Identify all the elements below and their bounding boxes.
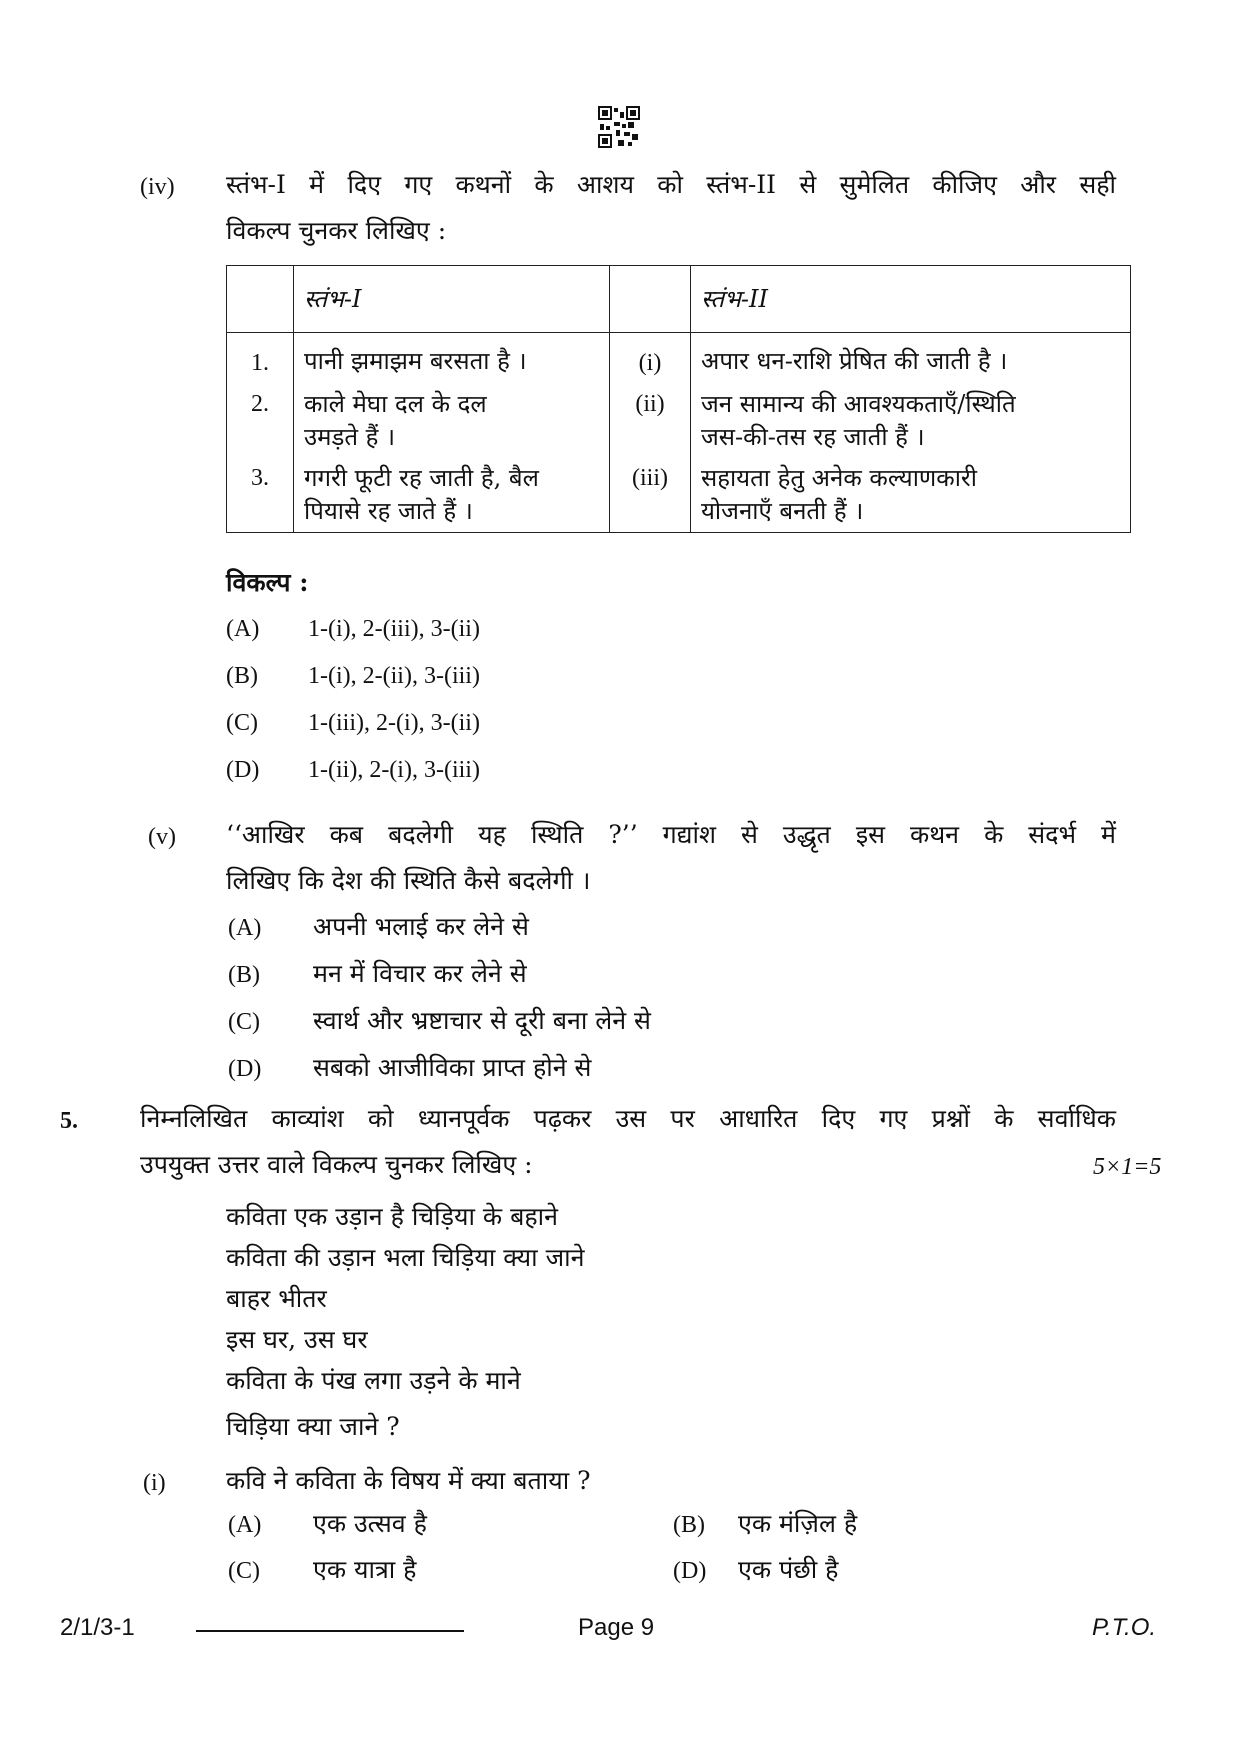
option-key: (C) <box>226 710 258 736</box>
options-label: विकल्प : <box>226 568 309 597</box>
column-2-cell: सहायता हेतु अनेक कल्याणकारी योजनाएँ बनती हैं । <box>691 458 1131 533</box>
option-key: (D) <box>228 1056 262 1082</box>
question-text-line: ‘‘आखिर कब बदलेगी यह स्थिति ?’’ गद्यांश से उद्धृत इस कथन के संदर्भ में <box>226 820 1116 849</box>
row-roman-number: (iii) <box>610 458 691 533</box>
column-2-cell: अपार धन-राशि प्रेषित की जाती है । <box>691 333 1131 385</box>
option-key: (B) <box>228 962 260 988</box>
option-text: मन में विचार कर लेने से <box>313 959 527 988</box>
option-key: (C) <box>228 1558 260 1584</box>
paper-code: 2/1/3-1 <box>60 1614 135 1641</box>
option-key: (D) <box>226 757 260 783</box>
option-text: एक पंछी है <box>738 1555 839 1584</box>
column-header-2: स्तंभ-II <box>691 266 1131 333</box>
option-text: 1-(iii), 2-(i), 3-(ii) <box>308 710 480 736</box>
poem-line: कविता एक उड़ान है चिड़िया के बहाने <box>226 1202 558 1231</box>
poem-line: बाहर भीतर <box>226 1284 327 1313</box>
column-1-cell: काले मेघा दल के दल उमड़ते हैं । <box>294 384 610 458</box>
option-key: (A) <box>228 1512 262 1538</box>
option-key: (D) <box>673 1558 707 1584</box>
question-text-line: निम्नलिखित काव्यांश को ध्यानपूर्वक पढ़कर उस पर आधारित दिए गए प्रश्नों के सर्वाधिक <box>140 1104 1116 1133</box>
option-key: (B) <box>226 663 258 689</box>
column-1-cell: पानी झमाझम बरसता है । <box>294 333 610 385</box>
question-text-line: विकल्प चुनकर लिखिए : <box>226 216 447 245</box>
column-2-cell: जन सामान्य की आवश्यकताएँ/स्थिति जस-की-तस रह जाती हैं । <box>691 384 1131 458</box>
option-text: 1-(i), 2-(iii), 3-(ii) <box>308 616 480 642</box>
column-1-cell: गगरी फूटी रह जाती है, बैल पियासे रह जाते हैं । <box>294 458 610 533</box>
option-text: स्वार्थ और भ्रष्टाचार से दूरी बना लेने से <box>313 1006 651 1035</box>
column-header-1: स्तंभ-I <box>294 266 610 333</box>
marks-label: 5×1=5 <box>1093 1154 1162 1180</box>
poem-line: चिड़िया क्या जाने ? <box>226 1412 400 1441</box>
option-key: (A) <box>228 915 262 941</box>
question-number: (v) <box>148 824 176 850</box>
option-text: एक यात्रा है <box>313 1555 417 1584</box>
option-text: एक मंज़िल है <box>738 1509 858 1538</box>
question-number: (iv) <box>140 174 175 200</box>
row-number: 1. <box>227 333 294 385</box>
pto-label: P.T.O. <box>1092 1614 1157 1641</box>
poem-line: कविता की उड़ान भला चिड़िया क्या जाने <box>226 1243 585 1272</box>
option-text: सबको आजीविका प्राप्त होने से <box>313 1053 592 1082</box>
option-key: (B) <box>673 1512 705 1538</box>
table-header-cell <box>610 266 691 333</box>
row-roman-number: (i) <box>610 333 691 385</box>
option-text: 1-(ii), 2-(i), 3-(iii) <box>308 757 480 783</box>
qr-code-icon <box>598 106 640 148</box>
poem-line: इस घर, उस घर <box>226 1325 368 1354</box>
row-roman-number: (ii) <box>610 384 691 458</box>
option-text: 1-(i), 2-(ii), 3-(iii) <box>308 663 480 689</box>
option-text: एक उत्सव है <box>313 1509 427 1538</box>
page-number: Page 9 <box>578 1614 655 1641</box>
table-header-cell <box>227 266 294 333</box>
row-number: 3. <box>227 458 294 533</box>
question-text-line: लिखिए कि देश की स्थिति कैसे बदलेगी । <box>226 866 591 895</box>
option-key: (A) <box>226 616 260 642</box>
option-text: अपनी भलाई कर लेने से <box>313 912 529 941</box>
matching-table <box>226 265 1131 533</box>
option-key: (C) <box>228 1009 260 1035</box>
footer-divider <box>196 1630 464 1632</box>
question-number: 5. <box>60 1108 78 1134</box>
row-number: 2. <box>227 384 294 458</box>
question-text-line: उपयुक्त उत्तर वाले विकल्प चुनकर लिखिए : <box>140 1150 533 1179</box>
question-number: (i) <box>143 1470 166 1496</box>
poem-line: कविता के पंख लगा उड़ने के माने <box>226 1366 521 1395</box>
question-text-line: कवि ने कविता के विषय में क्या बताया ? <box>226 1466 591 1495</box>
question-text-line: स्तंभ-I में दिए गए कथनों के आशय को स्तंभ-II से सुमेलित कीजिए और सही <box>226 170 1116 199</box>
